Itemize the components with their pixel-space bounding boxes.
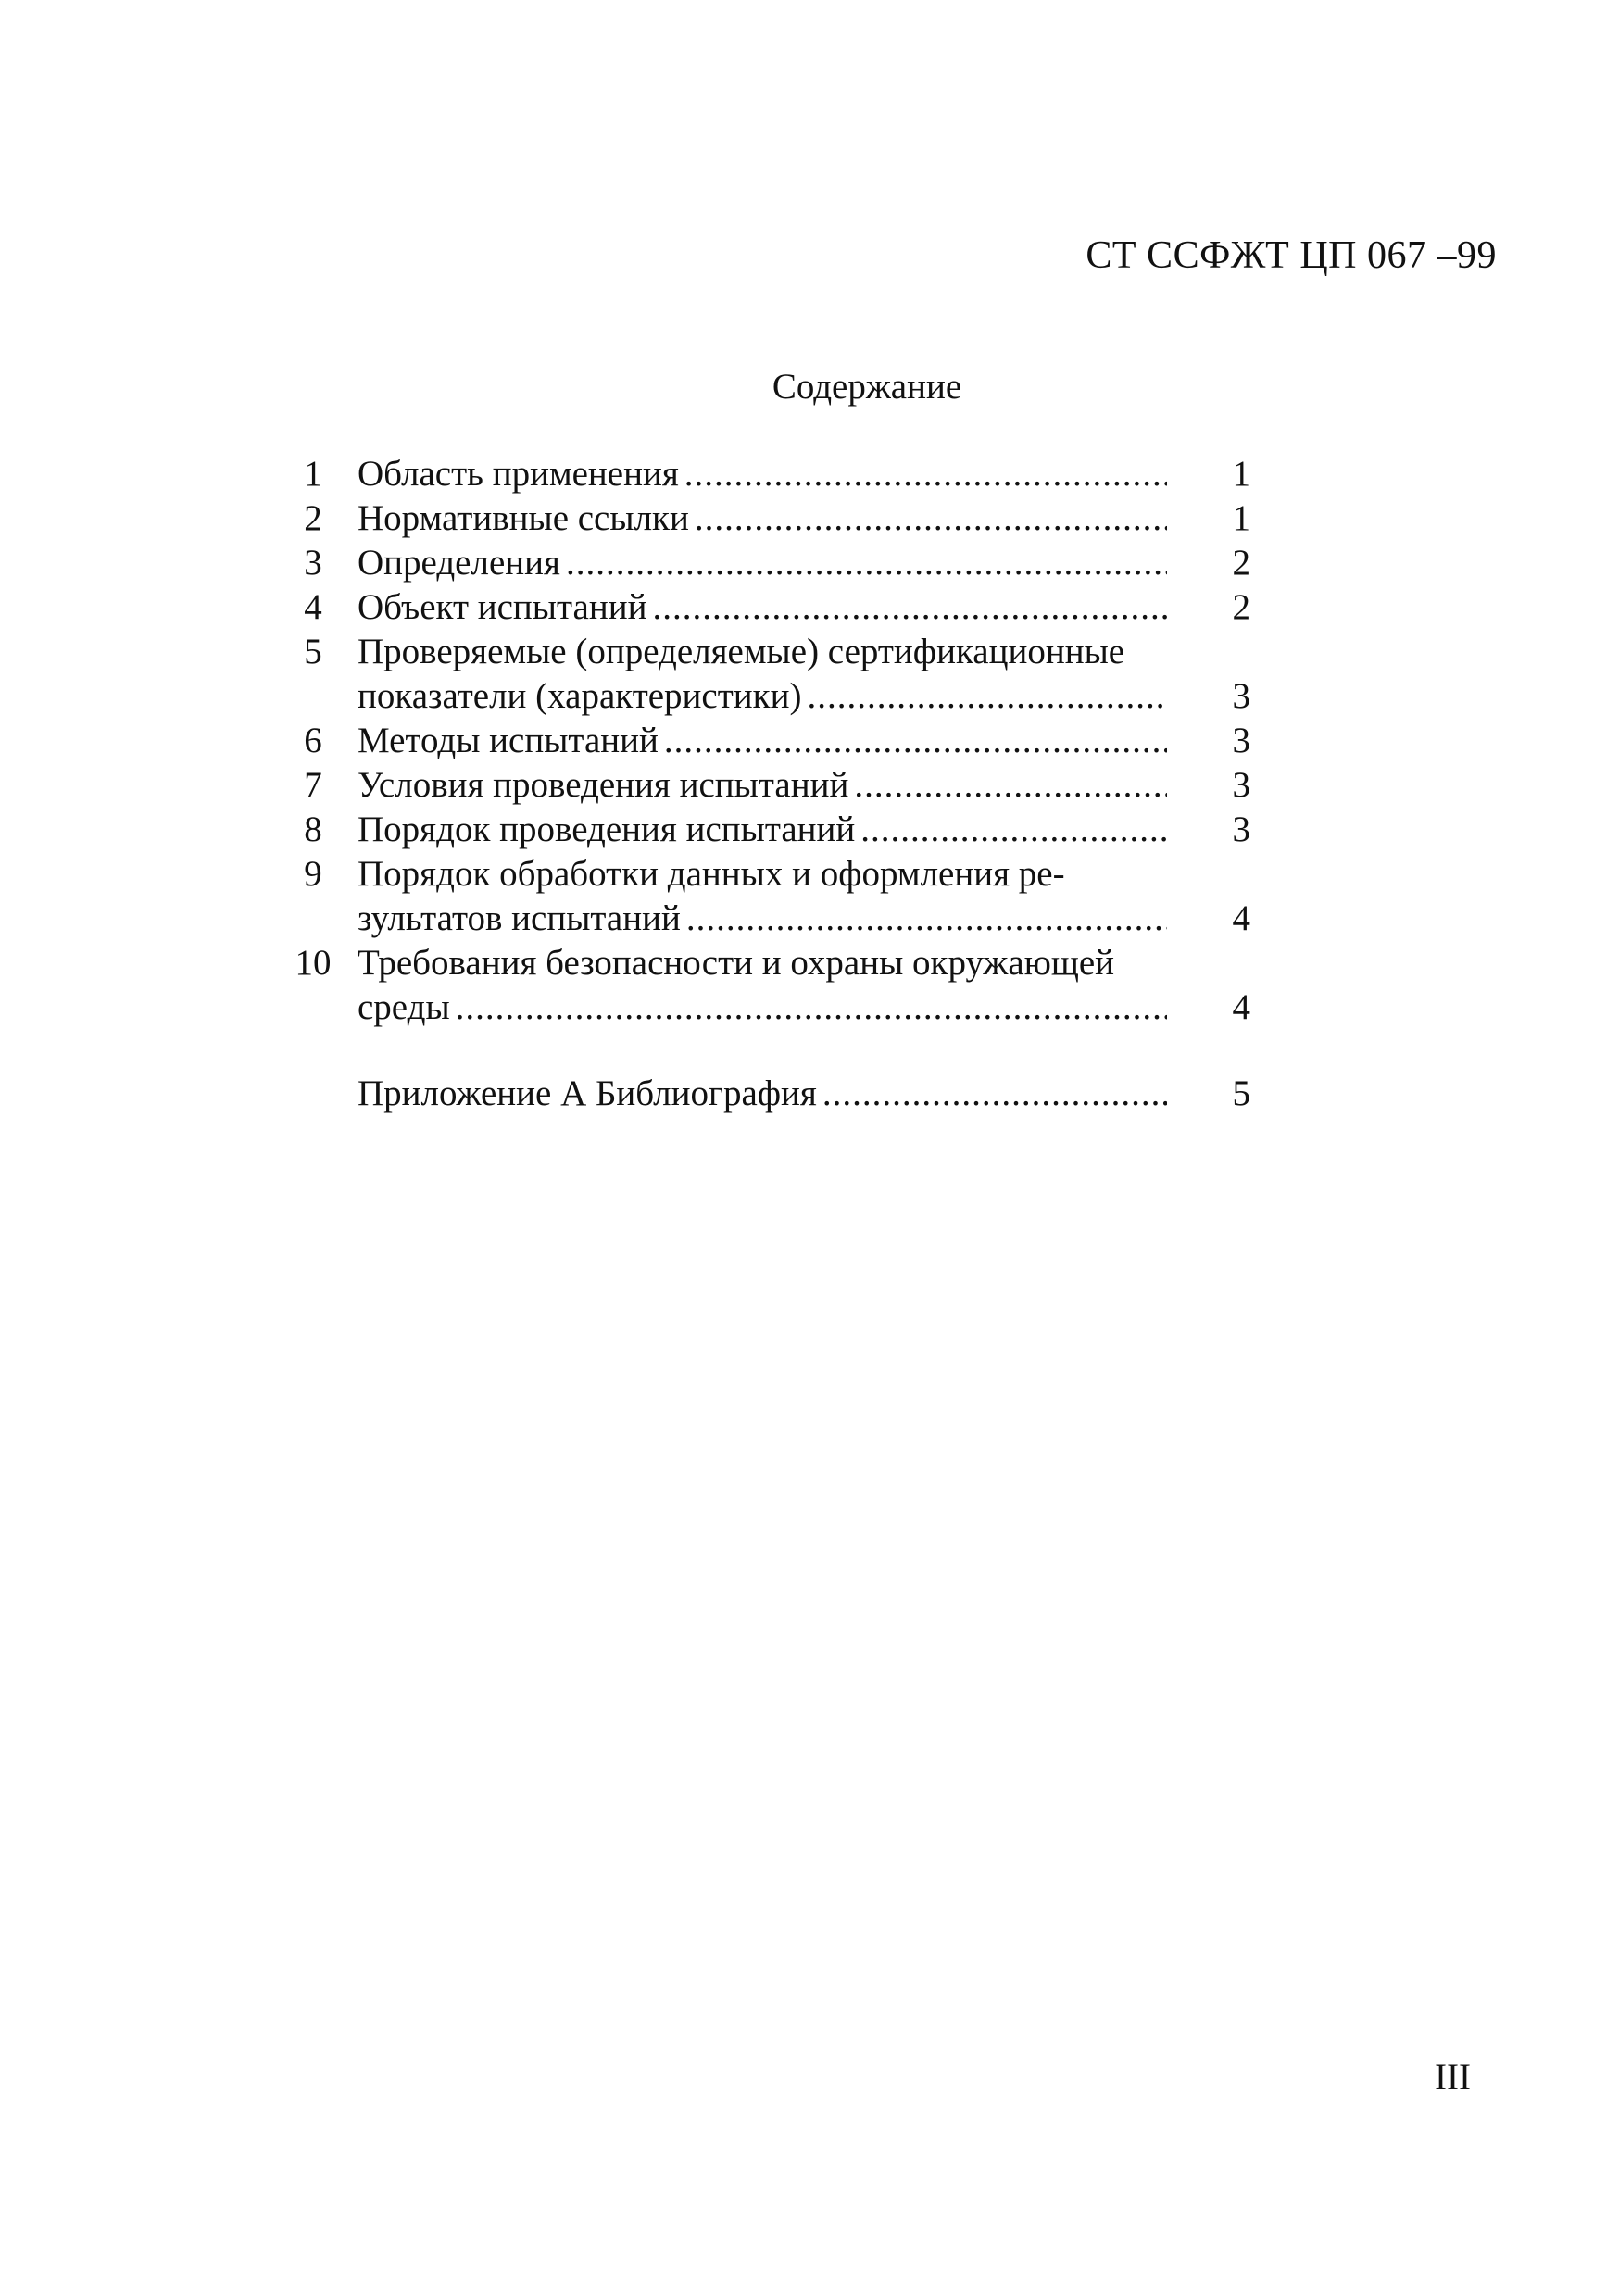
toc-item-title: Нормативные ссылки [358, 498, 689, 538]
toc-item-page: 3 [1232, 765, 1250, 805]
toc-item-page: 3 [1232, 676, 1250, 716]
toc-dot-leader [860, 808, 1167, 852]
toc-item-7[interactable] [269, 763, 1250, 808]
toc-spacer [269, 1030, 1250, 1072]
toc-item-page: 2 [1232, 543, 1250, 583]
toc-item-title: Объект испытаний [358, 587, 647, 627]
toc-dot-leader [854, 763, 1167, 808]
toc-dot-leader [664, 719, 1167, 763]
toc-item-number: 6 [304, 721, 322, 760]
toc-item-title: Условия проведения испытаний [358, 765, 849, 805]
toc-item-title-continued: зультатов испытаний [358, 898, 681, 938]
toc-dot-leader [684, 452, 1167, 496]
toc-item-page: 4 [1232, 898, 1250, 938]
toc-item-4[interactable] [269, 585, 1250, 630]
toc-item-number: 8 [304, 809, 322, 849]
document-code: СТ ССФЖТ ЦП 067 –99 [1086, 234, 1497, 277]
toc-item-number: 3 [304, 543, 322, 583]
toc-dot-leader [807, 674, 1167, 719]
toc-item-3[interactable] [269, 541, 1250, 585]
toc-item-page: 1 [1232, 454, 1250, 494]
toc-item-title: Требования безопасности и охраны окружающей [358, 943, 1115, 983]
toc-item-number: 9 [304, 854, 322, 894]
toc-dot-leader [566, 541, 1167, 585]
toc-heading: Содержание [772, 367, 962, 407]
toc-item-number: 7 [304, 765, 322, 805]
toc-item-number: 1 [304, 454, 322, 494]
toc-item-title: Область применения [358, 454, 679, 494]
toc-item-8[interactable] [269, 808, 1250, 852]
toc-item-2[interactable] [269, 496, 1250, 541]
toc-item-title: Порядок обработки данных и оформления ре- [358, 854, 1065, 894]
toc-item-title: Определения [358, 543, 560, 583]
toc-appendix-page: 5 [1232, 1073, 1250, 1113]
toc-item-page: 4 [1232, 987, 1250, 1027]
toc-dot-leader [686, 897, 1167, 941]
toc-item-9[interactable] [269, 852, 1250, 941]
toc-dot-leader [695, 496, 1167, 541]
table-of-contents [269, 452, 1250, 1116]
toc-item-title: Проверяемые (определяемые) сертификационные [358, 632, 1125, 671]
toc-dot-leader [652, 585, 1167, 630]
toc-item-page: 1 [1232, 498, 1250, 538]
toc-item-number: 5 [304, 632, 322, 671]
toc-item-page: 3 [1232, 809, 1250, 849]
toc-item-title: Порядок проведения испытаний [358, 809, 856, 849]
toc-item-title-continued: показатели (характеристики) [358, 676, 802, 716]
toc-item-10[interactable] [269, 941, 1250, 1030]
toc-appendix-a[interactable] [269, 1072, 1250, 1116]
toc-item-title: Методы испытаний [358, 721, 659, 760]
toc-item-title-continued: среды [358, 987, 450, 1027]
toc-item-6[interactable] [269, 719, 1250, 763]
page-number: III [1435, 2057, 1471, 2097]
toc-item-number: 2 [304, 498, 322, 538]
toc-item-number: 10 [295, 943, 332, 983]
toc-item-number: 4 [304, 587, 322, 627]
toc-dot-leader [456, 985, 1167, 1030]
toc-item-page: 2 [1232, 587, 1250, 627]
toc-item-page: 3 [1232, 721, 1250, 760]
toc-item-1[interactable] [269, 452, 1250, 496]
toc-item-5[interactable] [269, 630, 1250, 719]
toc-dot-leader [822, 1072, 1167, 1116]
toc-appendix-title: Приложение А Библиография [358, 1073, 817, 1113]
